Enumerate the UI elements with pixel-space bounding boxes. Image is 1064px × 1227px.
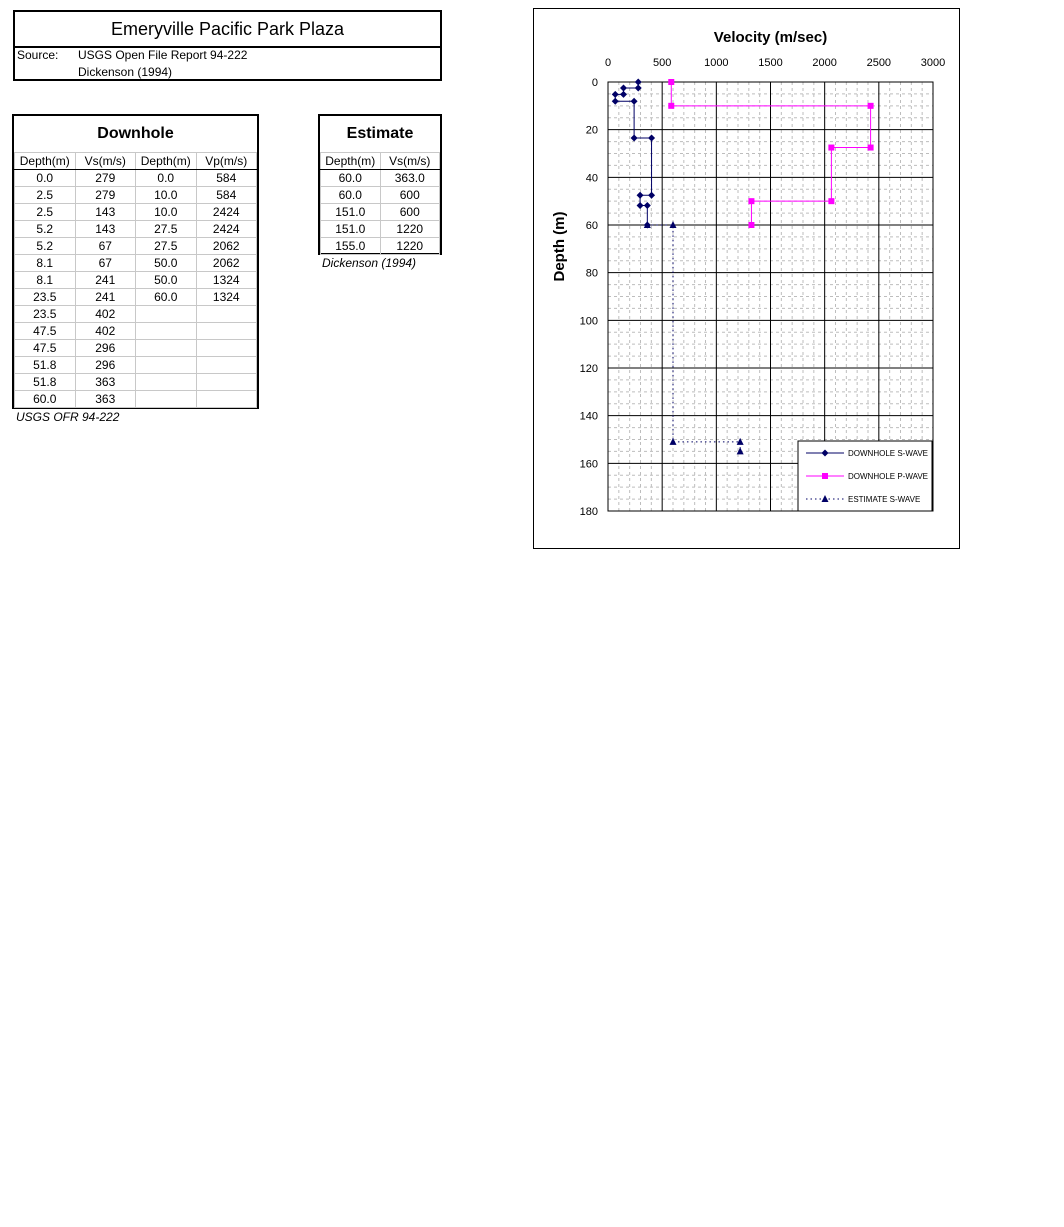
- table-cell: 402: [75, 323, 136, 340]
- x-axis-ticks: [605, 57, 945, 69]
- x-tick-label: 2000: [812, 57, 837, 69]
- y-tick-label: 120: [579, 363, 598, 375]
- table-row: [15, 306, 257, 323]
- table-cell: 5.2: [15, 238, 76, 255]
- table-cell: 279: [75, 187, 136, 204]
- table-cell: [196, 340, 257, 357]
- table-cell: 402: [75, 306, 136, 323]
- data-point-marker: [748, 222, 754, 228]
- data-point-marker: [668, 103, 674, 109]
- table-row: [15, 272, 257, 289]
- table-cell: 8.1: [15, 255, 76, 272]
- y-tick-label: 0: [591, 77, 598, 89]
- table-cell: [196, 323, 257, 340]
- table-cell: 2.5: [15, 204, 76, 221]
- source-label: Source:: [17, 48, 59, 62]
- table-row: [15, 340, 257, 357]
- estimate-caption: Dickenson (1994): [322, 256, 417, 270]
- legend-label: DOWNHOLE P-WAVE: [848, 472, 929, 481]
- x-tick-label: 0: [604, 57, 612, 69]
- table-cell: 2424: [196, 221, 257, 238]
- data-point-marker: [822, 473, 828, 479]
- table-cell: 60.0: [15, 391, 76, 408]
- table-cell: 27.5: [136, 221, 197, 238]
- x-tick-label: 500: [652, 57, 672, 69]
- downhole-table-title: Downhole: [97, 125, 174, 142]
- y-axis-title: Depth (m): [551, 211, 568, 282]
- table-cell: 584: [196, 187, 257, 204]
- table-cell: [136, 357, 197, 374]
- data-point-marker: [748, 198, 754, 204]
- x-axis-title: Velocity (m/sec): [713, 29, 828, 46]
- table-cell: 151.0: [321, 204, 381, 221]
- table-row: [15, 289, 257, 306]
- table-row: [321, 221, 440, 238]
- table-cell: 10.0: [136, 204, 197, 221]
- table-cell: [196, 374, 257, 391]
- table-cell: [196, 391, 257, 408]
- table-cell: 2424: [196, 204, 257, 221]
- table-cell: 241: [75, 272, 136, 289]
- chart-legend: [798, 441, 932, 511]
- x-tick-label: 1000: [704, 57, 729, 69]
- column-header: Vs(m/s): [75, 153, 136, 170]
- table-cell: 1220: [380, 221, 440, 238]
- source-line-2: Dickenson (1994): [78, 65, 173, 79]
- table-cell: 363: [75, 374, 136, 391]
- y-tick-label: 20: [585, 124, 598, 137]
- table-cell: 5.2: [15, 221, 76, 238]
- table-cell: 23.5: [15, 306, 76, 323]
- table-cell: 60.0: [321, 170, 381, 187]
- x-tick-label: 3000: [920, 57, 946, 69]
- data-point-marker: [668, 79, 674, 85]
- table-cell: 0.0: [136, 170, 197, 187]
- column-header: Vs(m/s): [380, 153, 440, 170]
- table-cell: 67: [75, 255, 136, 272]
- y-tick-label: 180: [579, 506, 598, 518]
- table-cell: 296: [75, 357, 136, 374]
- table-cell: 241: [75, 289, 136, 306]
- table-cell: 47.5: [15, 340, 76, 357]
- table-row: [15, 391, 257, 408]
- legend-label: DOWNHOLE S-WAVE: [848, 449, 929, 458]
- table-row: [15, 170, 257, 187]
- table-cell: 47.5: [15, 323, 76, 340]
- site-header: [13, 10, 442, 81]
- table-cell: [136, 306, 197, 323]
- table-cell: 279: [75, 170, 136, 187]
- table-cell: 1324: [196, 289, 257, 306]
- table-cell: [136, 374, 197, 391]
- table-cell: 60.0: [136, 289, 197, 306]
- column-header: Depth(m): [321, 153, 381, 170]
- table-cell: [136, 391, 197, 408]
- estimate-header-row: [321, 153, 440, 170]
- table-cell: [136, 323, 197, 340]
- y-tick-label: 80: [585, 267, 598, 280]
- chart-svg: [534, 9, 959, 548]
- table-cell: 2062: [196, 255, 257, 272]
- table-row: [321, 204, 440, 221]
- table-cell: 10.0: [136, 187, 197, 204]
- table-cell: 363.0: [380, 170, 440, 187]
- data-point-marker: [868, 103, 874, 109]
- velocity-depth-chart: [533, 8, 960, 549]
- table-row: [15, 255, 257, 272]
- table-cell: 67: [75, 238, 136, 255]
- table-cell: 600: [380, 187, 440, 204]
- source-line-1: USGS Open File Report 94-222: [78, 48, 248, 62]
- downhole-table-panel: [12, 114, 259, 409]
- table-row: [321, 187, 440, 204]
- estimate-table-body: [321, 170, 440, 255]
- table-cell: 1220: [380, 238, 440, 255]
- estimate-table-title: Estimate: [346, 125, 414, 142]
- y-tick-label: 140: [579, 410, 598, 423]
- y-tick-label: 100: [579, 315, 598, 328]
- table-cell: 2062: [196, 238, 257, 255]
- y-tick-label: 60: [585, 220, 598, 232]
- table-cell: 60.0: [321, 187, 381, 204]
- downhole-header-row: [15, 153, 257, 170]
- table-cell: 51.8: [15, 374, 76, 391]
- table-row: [321, 238, 440, 255]
- table-cell: 600: [380, 204, 440, 221]
- y-tick-label: 40: [585, 172, 598, 185]
- estimate-table: [320, 152, 440, 255]
- data-point-marker: [828, 145, 834, 151]
- table-row: [321, 170, 440, 187]
- y-tick-label: 160: [579, 458, 598, 471]
- table-cell: 151.0: [321, 221, 381, 238]
- table-cell: [196, 306, 257, 323]
- data-point-marker: [828, 198, 834, 204]
- table-cell: 296: [75, 340, 136, 357]
- downhole-table: [14, 152, 257, 408]
- table-row: [15, 323, 257, 340]
- table-row: [15, 357, 257, 374]
- downhole-caption: USGS OFR 94-222: [16, 410, 120, 424]
- data-point-marker: [868, 145, 874, 151]
- table-cell: 8.1: [15, 272, 76, 289]
- column-header: Vp(m/s): [196, 153, 257, 170]
- table-cell: 143: [75, 204, 136, 221]
- y-axis-ticks: [580, 77, 598, 518]
- table-cell: 50.0: [136, 272, 197, 289]
- table-row: [15, 221, 257, 238]
- table-cell: 2.5: [15, 187, 76, 204]
- column-header: Depth(m): [15, 153, 76, 170]
- x-tick-label: 1500: [758, 57, 783, 69]
- table-row: [15, 187, 257, 204]
- table-cell: 51.8: [15, 357, 76, 374]
- table-cell: [196, 357, 257, 374]
- x-tick-label: 2500: [866, 57, 892, 69]
- table-cell: 363: [75, 391, 136, 408]
- table-cell: 0.0: [15, 170, 76, 187]
- table-cell: 143: [75, 221, 136, 238]
- table-cell: 584: [196, 170, 257, 187]
- table-cell: 23.5: [15, 289, 76, 306]
- table-row: [15, 238, 257, 255]
- table-row: [15, 374, 257, 391]
- downhole-table-body: [15, 170, 257, 408]
- estimate-table-panel: [318, 114, 442, 255]
- table-cell: 50.0: [136, 255, 197, 272]
- table-row: [15, 204, 257, 221]
- table-cell: 27.5: [136, 238, 197, 255]
- table-cell: [136, 340, 197, 357]
- site-title: Emeryville Pacific Park Plaza: [15, 12, 440, 48]
- table-cell: 155.0: [321, 238, 381, 255]
- legend-label: ESTIMATE S-WAVE: [848, 495, 921, 504]
- table-cell: 1324: [196, 272, 257, 289]
- column-header: Depth(m): [136, 153, 197, 170]
